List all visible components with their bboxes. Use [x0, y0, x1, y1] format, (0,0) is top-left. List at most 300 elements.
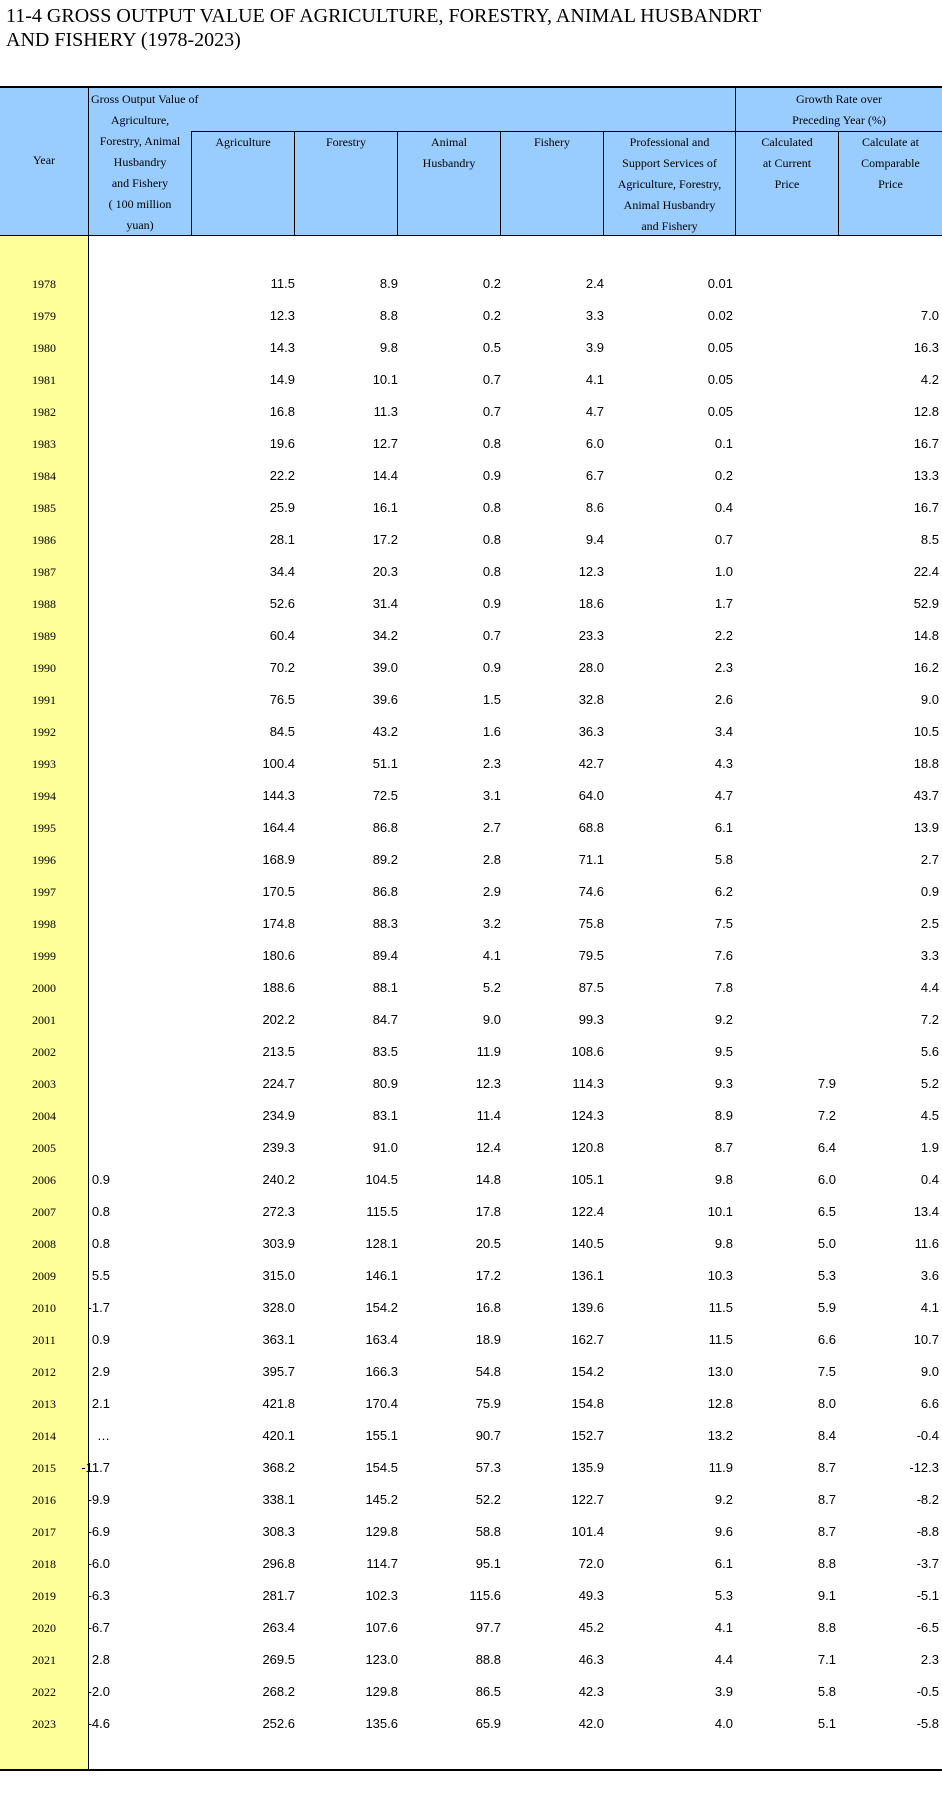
- cell-growth-comparable: -6.9: [87, 1524, 110, 1539]
- cell-fishery: 0.1: [714, 436, 733, 451]
- cell-fishery: 11.5: [708, 1300, 733, 1315]
- table-row: [0, 1196, 942, 1228]
- cell-forestry: 5.2: [482, 980, 501, 995]
- table-row: [0, 1580, 942, 1612]
- cell-growth-current: 18.8: [913, 756, 939, 771]
- cell-gross-output: 76.5: [269, 692, 295, 707]
- cell-growth-comparable: [0, 268, 110, 300]
- cell-gross-output: 240.2: [262, 1172, 295, 1187]
- cell-forestry: 0.5: [482, 340, 501, 355]
- cell-fishery: 5.8: [714, 852, 733, 867]
- cell-gross-output: 25.9: [269, 500, 295, 515]
- header-agriculture: Agriculture: [215, 135, 271, 149]
- header-year: Year: [32, 153, 56, 167]
- cell-services: [726, 716, 836, 748]
- cell-growth-current: [829, 268, 939, 300]
- cell-agriculture: 123.0: [365, 1652, 398, 1667]
- cell-gross-output: 188.6: [262, 980, 295, 995]
- table-row: [0, 1228, 942, 1260]
- cell-growth-current: 10.5: [913, 724, 939, 739]
- cell-growth-comparable: 2.1: [91, 1396, 110, 1411]
- cell-growth-current: 2.3: [920, 1652, 939, 1667]
- cell-agriculture: 86.8: [372, 884, 398, 899]
- cell-fishery: 0.05: [707, 404, 733, 419]
- cell-agriculture: 10.1: [372, 372, 398, 387]
- cell-agriculture: 14.4: [372, 468, 398, 483]
- cell-agriculture: 16.1: [372, 500, 398, 515]
- cell-services: 8.7: [817, 1492, 836, 1507]
- cell-growth-current: 1.9: [920, 1140, 939, 1155]
- table-row: [0, 268, 942, 300]
- cell-gross-output: 12.3: [269, 308, 295, 323]
- cell-growth-comparable: 0.8: [91, 1236, 110, 1251]
- table-row: [0, 972, 942, 1004]
- cell-fishery: 4.3: [714, 756, 733, 771]
- header-gross-output: [89, 89, 199, 236]
- cell-services: [726, 972, 836, 1004]
- cell-year: 1986: [32, 533, 56, 547]
- cell-gross-output: 84.5: [269, 724, 295, 739]
- cell-fishery: 4.1: [714, 1620, 733, 1635]
- table-row: [0, 652, 942, 684]
- cell-services: [726, 300, 836, 332]
- cell-forestry: 57.3: [475, 1460, 501, 1475]
- cell-agriculture: 146.1: [365, 1268, 398, 1283]
- cell-forestry: 0.8: [482, 500, 501, 515]
- cell-growth-comparable: [0, 716, 110, 748]
- cell-agriculture: 20.3: [372, 564, 398, 579]
- cell-services: 7.1: [817, 1652, 836, 1667]
- cell-animal-husbandry: 42.7: [578, 756, 604, 771]
- cell-fishery: 8.7: [714, 1140, 733, 1155]
- cell-growth-comparable: [0, 620, 110, 652]
- cell-gross-output: 315.0: [262, 1268, 295, 1283]
- cell-animal-husbandry: 3.3: [585, 308, 604, 323]
- table-row: [0, 332, 942, 364]
- cell-agriculture: 12.7: [372, 436, 398, 451]
- cell-agriculture: 31.4: [372, 596, 398, 611]
- cell-growth-comparable: [0, 524, 110, 556]
- cell-growth-current: 13.4: [913, 1204, 939, 1219]
- cell-agriculture: 83.1: [372, 1108, 398, 1123]
- cell-gross-output: 269.5: [262, 1652, 295, 1667]
- cell-gross-output: 268.2: [262, 1684, 295, 1699]
- cell-fishery: 0.01: [707, 276, 733, 291]
- cell-animal-husbandry: 68.8: [578, 820, 604, 835]
- cell-services: [726, 396, 836, 428]
- cell-growth-comparable: [0, 396, 110, 428]
- table-row: [0, 1260, 942, 1292]
- cell-animal-husbandry: 87.5: [578, 980, 604, 995]
- cell-animal-husbandry: 4.7: [585, 404, 604, 419]
- header-services: [604, 132, 735, 237]
- cell-gross-output: 296.8: [262, 1556, 295, 1571]
- cell-services: [726, 268, 836, 300]
- cell-services: [726, 524, 836, 556]
- cell-year: 1988: [32, 597, 56, 611]
- cell-agriculture: 115.5: [366, 1204, 398, 1219]
- cell-growth-current: 9.0: [920, 1364, 939, 1379]
- cell-year: 1995: [32, 821, 56, 835]
- cell-agriculture: 88.1: [372, 980, 398, 995]
- cell-year: 1989: [32, 629, 56, 643]
- cell-animal-husbandry: 75.8: [578, 916, 604, 931]
- cell-fishery: 0.02: [707, 308, 733, 323]
- cell-services: [726, 908, 836, 940]
- table-row: [0, 1420, 942, 1452]
- table-row: [0, 364, 942, 396]
- cell-agriculture: 39.0: [372, 660, 398, 675]
- cell-growth-comparable: [0, 332, 110, 364]
- cell-animal-husbandry: 72.0: [578, 1556, 604, 1571]
- cell-forestry: 20.5: [475, 1236, 501, 1251]
- cell-growth-comparable: -2.0: [87, 1684, 110, 1699]
- table-row: [0, 1356, 942, 1388]
- cell-forestry: 14.8: [475, 1172, 501, 1187]
- cell-year: 2007: [32, 1205, 56, 1219]
- cell-animal-husbandry: 6.0: [585, 436, 604, 451]
- cell-year: 2015: [32, 1461, 56, 1475]
- cell-agriculture: 84.7: [372, 1012, 398, 1027]
- table-row: [0, 428, 942, 460]
- header-services-line-2: Support Services of: [622, 156, 717, 170]
- table-top-rule: [0, 86, 942, 88]
- header-gross-line-2: Agriculture,: [110, 113, 170, 127]
- cell-growth-current: 4.2: [920, 372, 939, 387]
- cell-fishery: 4.7: [714, 788, 733, 803]
- cell-agriculture: 51.1: [372, 756, 398, 771]
- cell-services: [726, 652, 836, 684]
- cell-services: [726, 1036, 836, 1068]
- title-line-2: AND FISHERY (1978-2023): [6, 29, 241, 51]
- cell-forestry: 12.4: [475, 1140, 501, 1155]
- cell-forestry: 2.3: [482, 756, 501, 771]
- cell-gross-output: 34.4: [269, 564, 295, 579]
- cell-gross-output: 234.9: [262, 1108, 295, 1123]
- cell-growth-current: 52.9: [913, 596, 939, 611]
- cell-forestry: 17.2: [475, 1268, 501, 1283]
- cell-growth-comparable: [0, 652, 110, 684]
- cell-agriculture: 89.2: [372, 852, 398, 867]
- cell-gross-output: 168.9: [262, 852, 295, 867]
- cell-year: 2009: [32, 1269, 56, 1283]
- table-row: [0, 1004, 942, 1036]
- cell-services: 7.9: [817, 1076, 836, 1091]
- cell-agriculture: 34.2: [372, 628, 398, 643]
- cell-growth-current: 0.9: [920, 884, 939, 899]
- cell-forestry: 86.5: [475, 1684, 501, 1699]
- cell-agriculture: 129.8: [365, 1524, 398, 1539]
- cell-fishery: 2.3: [714, 660, 733, 675]
- cell-year: 1981: [32, 373, 56, 387]
- header-gross-line-1: Gross Output Value of: [91, 92, 199, 106]
- cell-animal-husbandry: 9.4: [585, 532, 604, 547]
- cell-gross-output: 213.5: [262, 1044, 295, 1059]
- cell-year: 2002: [32, 1045, 56, 1059]
- cell-forestry: 0.9: [482, 468, 501, 483]
- cell-forestry: 4.1: [482, 948, 501, 963]
- cell-services: 5.8: [817, 1684, 836, 1699]
- cell-growth-comparable: [0, 1068, 110, 1100]
- cell-forestry: 0.8: [482, 436, 501, 451]
- cell-agriculture: 154.2: [365, 1300, 398, 1315]
- header-animal-husbandry: [398, 132, 500, 174]
- cell-fishery: 4.0: [714, 1716, 733, 1731]
- cell-growth-comparable: [0, 364, 110, 396]
- cell-animal-husbandry: 101.4: [571, 1524, 604, 1539]
- cell-fishery: 9.6: [714, 1524, 733, 1539]
- cell-year: 2008: [32, 1237, 56, 1251]
- cell-forestry: 17.8: [475, 1204, 501, 1219]
- cell-growth-current: 0.4: [920, 1172, 939, 1187]
- cell-year: 2004: [32, 1109, 56, 1123]
- cell-agriculture: 11.3: [373, 404, 398, 419]
- cell-forestry: 2.8: [482, 852, 501, 867]
- header-services-line-4: Animal Husbandry: [623, 198, 716, 212]
- cell-growth-comparable: [0, 1132, 110, 1164]
- cell-gross-output: 70.2: [269, 660, 295, 675]
- cell-forestry: 0.7: [482, 404, 501, 419]
- cell-fishery: 9.2: [714, 1492, 733, 1507]
- cell-growth-comparable: [0, 492, 110, 524]
- cell-agriculture: 170.4: [365, 1396, 398, 1411]
- cell-forestry: 18.9: [475, 1332, 501, 1347]
- cell-forestry: 88.8: [475, 1652, 501, 1667]
- cell-services: [726, 332, 836, 364]
- cell-fishery: 11.5: [708, 1332, 733, 1347]
- header-current-line-3: Price: [774, 177, 800, 191]
- cell-gross-output: 164.4: [262, 820, 295, 835]
- cell-animal-husbandry: 6.7: [585, 468, 604, 483]
- cell-growth-comparable: [0, 876, 110, 908]
- cell-services: [726, 812, 836, 844]
- cell-forestry: 0.7: [482, 628, 501, 643]
- cell-growth-current: 9.0: [920, 692, 939, 707]
- cell-agriculture: 17.2: [372, 532, 398, 547]
- cell-services: 5.0: [817, 1236, 836, 1251]
- cell-gross-output: 224.7: [262, 1076, 295, 1091]
- cell-fishery: 13.0: [707, 1364, 733, 1379]
- header-growth-line-2: Preceding Year (%): [792, 113, 886, 127]
- cell-growth-comparable: [0, 556, 110, 588]
- cell-year: 1998: [32, 917, 56, 931]
- table-row: [0, 1164, 942, 1196]
- table-row: [0, 876, 942, 908]
- cell-growth-comparable: [0, 428, 110, 460]
- cell-animal-husbandry: 124.3: [571, 1108, 604, 1123]
- table-row: [0, 1644, 942, 1676]
- cell-growth-current: 2.5: [920, 916, 939, 931]
- cell-services: 6.4: [817, 1140, 836, 1155]
- cell-gross-output: 174.8: [262, 916, 295, 931]
- header-current-price: [736, 132, 838, 195]
- table-row: [0, 844, 942, 876]
- header-comparable-line-1: Calculate at: [862, 135, 919, 149]
- cell-fishery: 1.7: [714, 596, 733, 611]
- cell-growth-current: 5.6: [920, 1044, 939, 1059]
- header-forestry: Forestry: [326, 135, 366, 149]
- cell-forestry: 115.6: [469, 1588, 501, 1603]
- cell-animal-husbandry: 136.1: [571, 1268, 604, 1283]
- cell-year: 1985: [32, 501, 56, 515]
- cell-gross-output: 28.1: [269, 532, 295, 547]
- cell-agriculture: 8.8: [379, 308, 398, 323]
- cell-gross-output: 263.4: [262, 1620, 295, 1635]
- cell-growth-current: -3.7: [916, 1556, 939, 1571]
- cell-forestry: 65.9: [475, 1716, 501, 1731]
- table-row: [0, 1548, 942, 1580]
- cell-agriculture: 114.7: [366, 1556, 398, 1571]
- header-fishery: Fishery: [534, 135, 570, 149]
- table-row: [0, 780, 942, 812]
- cell-animal-husbandry: 122.4: [571, 1204, 604, 1219]
- cell-growth-comparable: [0, 844, 110, 876]
- cell-services: 5.3: [817, 1268, 836, 1283]
- cell-year: 1987: [32, 565, 56, 579]
- table-row: [0, 524, 942, 556]
- cell-gross-output: 22.2: [269, 468, 295, 483]
- cell-gross-output: 308.3: [262, 1524, 295, 1539]
- cell-forestry: 2.9: [482, 884, 501, 899]
- cell-gross-output: 328.0: [262, 1300, 295, 1315]
- cell-growth-current: 10.7: [913, 1332, 939, 1347]
- cell-services: [726, 844, 836, 876]
- cell-gross-output: 303.9: [262, 1236, 295, 1251]
- cell-animal-husbandry: 120.8: [571, 1140, 604, 1155]
- cell-forestry: 3.1: [482, 788, 501, 803]
- cell-gross-output: 281.7: [262, 1588, 295, 1603]
- header-gross-line-7: yuan): [126, 218, 154, 232]
- cell-services: [726, 748, 836, 780]
- cell-agriculture: 8.9: [379, 276, 398, 291]
- table-row: [0, 684, 942, 716]
- cell-growth-current: 13.9: [913, 820, 939, 835]
- cell-fishery: 11.9: [708, 1460, 733, 1475]
- cell-services: 5.9: [817, 1300, 836, 1315]
- cell-animal-husbandry: 64.0: [578, 788, 604, 803]
- cell-services: [726, 364, 836, 396]
- cell-animal-husbandry: 18.6: [578, 596, 604, 611]
- cell-growth-comparable: 0.9: [91, 1332, 110, 1347]
- cell-year: 2018: [32, 1557, 56, 1571]
- table-row: [0, 1324, 942, 1356]
- cell-year: 1980: [32, 341, 56, 355]
- cell-year: 2011: [32, 1333, 56, 1347]
- cell-animal-husbandry: 42.0: [578, 1716, 604, 1731]
- cell-forestry: 0.2: [482, 308, 501, 323]
- cell-fishery: 0.05: [707, 372, 733, 387]
- cell-year: 1997: [32, 885, 56, 899]
- cell-growth-comparable: -11.7: [81, 1460, 110, 1475]
- cell-year: 2023: [32, 1717, 56, 1731]
- cell-year: 2001: [32, 1013, 56, 1027]
- header-comparable-line-2: Comparable: [861, 156, 920, 170]
- cell-year: 2017: [32, 1525, 56, 1539]
- cell-fishery: 10.1: [707, 1204, 733, 1219]
- cell-year: 2022: [32, 1685, 56, 1699]
- cell-fishery: 7.6: [714, 948, 733, 963]
- cell-gross-output: 170.5: [262, 884, 295, 899]
- cell-year: 1990: [32, 661, 56, 675]
- cell-agriculture: 43.2: [372, 724, 398, 739]
- cell-growth-comparable: [0, 1036, 110, 1068]
- table-row: [0, 1068, 942, 1100]
- cell-agriculture: 104.5: [365, 1172, 398, 1187]
- cell-animal-husbandry: 79.5: [578, 948, 604, 963]
- cell-year: 2000: [32, 981, 56, 995]
- cell-year: 1983: [32, 437, 56, 451]
- table-row: [0, 1516, 942, 1548]
- table-row: [0, 492, 942, 524]
- cell-services: 6.0: [817, 1172, 836, 1187]
- cell-growth-current: 16.3: [913, 340, 939, 355]
- cell-animal-husbandry: 154.8: [571, 1396, 604, 1411]
- cell-animal-husbandry: 108.6: [571, 1044, 604, 1059]
- cell-animal-husbandry: 32.8: [578, 692, 604, 707]
- cell-services: [726, 780, 836, 812]
- cell-forestry: 11.4: [476, 1108, 501, 1123]
- cell-forestry: 97.7: [475, 1620, 501, 1635]
- cell-forestry: 90.7: [475, 1428, 501, 1443]
- cell-fishery: 3.4: [714, 724, 733, 739]
- cell-growth-comparable: [0, 908, 110, 940]
- cell-forestry: 0.9: [482, 660, 501, 675]
- cell-gross-output: 11.5: [270, 276, 295, 291]
- cell-fishery: 6.2: [714, 884, 733, 899]
- table-row: [0, 748, 942, 780]
- cell-forestry: 58.8: [475, 1524, 501, 1539]
- cell-animal-husbandry: 45.2: [578, 1620, 604, 1635]
- cell-agriculture: 145.2: [365, 1492, 398, 1507]
- header-gross-line-3: Forestry, Animal: [99, 134, 181, 148]
- cell-forestry: 3.2: [482, 916, 501, 931]
- cell-growth-current: 7.2: [920, 1012, 939, 1027]
- cell-forestry: 16.8: [475, 1300, 501, 1315]
- cell-growth-comparable: [0, 748, 110, 780]
- cell-growth-current: -0.4: [916, 1428, 939, 1443]
- cell-forestry: 1.6: [482, 724, 501, 739]
- cell-services: [726, 556, 836, 588]
- cell-agriculture: 128.1: [365, 1236, 398, 1251]
- cell-animal-husbandry: 99.3: [578, 1012, 604, 1027]
- cell-animal-husbandry: 139.6: [571, 1300, 604, 1315]
- cell-growth-current: 5.2: [920, 1076, 939, 1091]
- cell-year: 2005: [32, 1141, 56, 1155]
- cell-gross-output: 420.1: [262, 1428, 295, 1443]
- cell-growth-comparable: -1.7: [87, 1300, 110, 1315]
- cell-fishery: 0.05: [707, 340, 733, 355]
- cell-agriculture: 155.1: [365, 1428, 398, 1443]
- cell-services: 7.5: [817, 1364, 836, 1379]
- table-bottom-rule: [0, 1769, 942, 1771]
- cell-forestry: 54.8: [475, 1364, 501, 1379]
- table-row: [0, 1132, 942, 1164]
- cell-gross-output: 16.8: [269, 404, 295, 419]
- table-row: [0, 460, 942, 492]
- cell-fishery: 9.2: [714, 1012, 733, 1027]
- cell-gross-output: 252.6: [262, 1716, 295, 1731]
- cell-forestry: 1.5: [482, 692, 501, 707]
- cell-year: 2010: [32, 1301, 56, 1315]
- cell-growth-current: 4.5: [920, 1108, 939, 1123]
- cell-fishery: 6.1: [714, 1556, 733, 1571]
- header-current-line-2: at Current: [762, 156, 812, 170]
- cell-agriculture: 91.0: [372, 1140, 398, 1155]
- cell-year: 2021: [32, 1653, 56, 1667]
- cell-animal-husbandry: 114.3: [572, 1076, 604, 1091]
- cell-year: 1999: [32, 949, 56, 963]
- cell-animal-husbandry: 2.4: [585, 276, 604, 291]
